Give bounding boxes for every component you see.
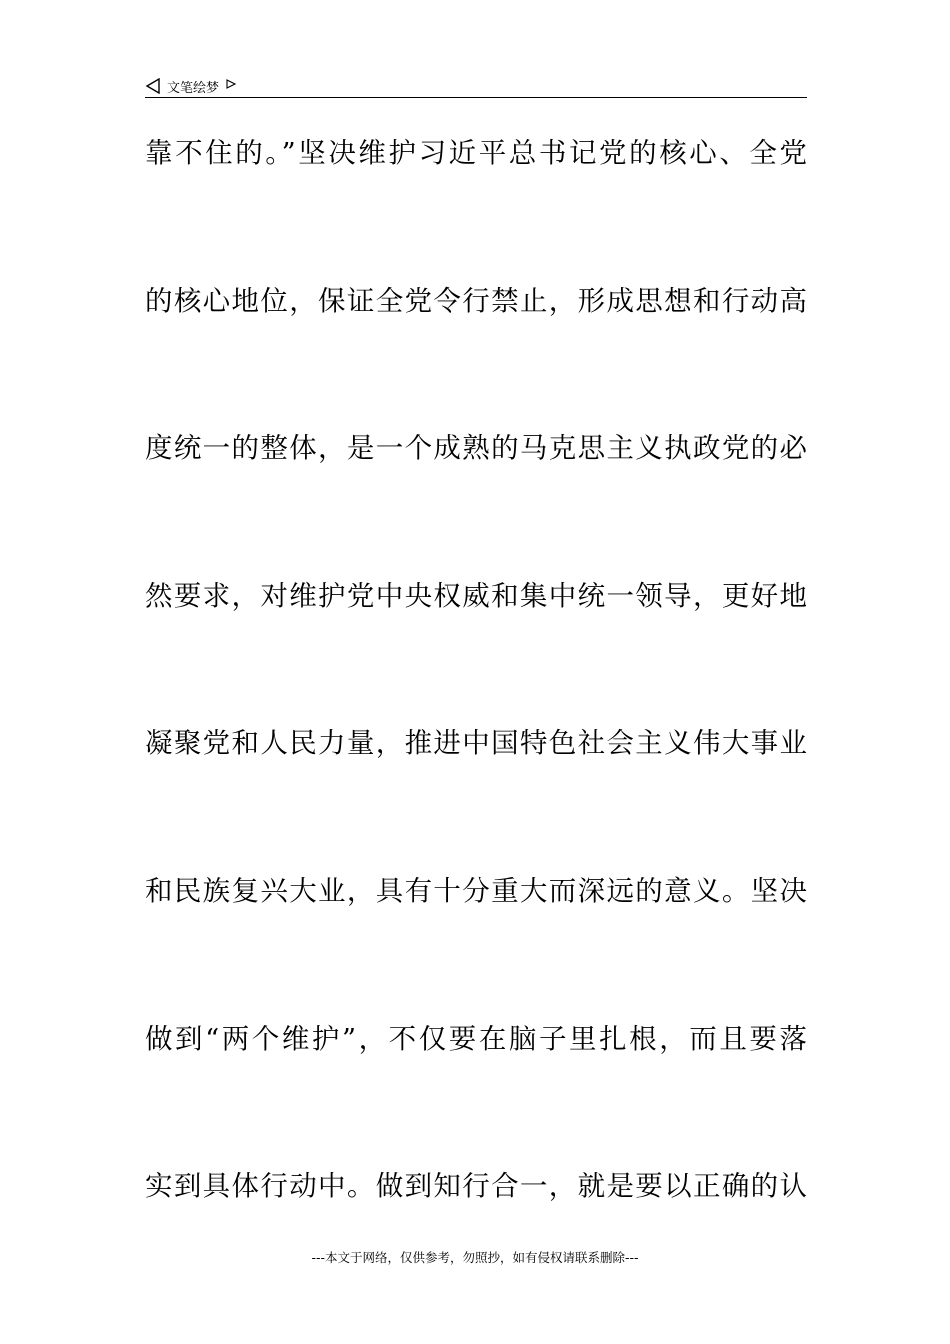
- body-line: 靠不住的。”坚决维护习近平总书记党的核心、全党: [145, 137, 807, 169]
- triangle-right-icon: [226, 78, 236, 88]
- page-footer-disclaimer: ---本文于网络，仅供参考，勿照抄，如有侵权请联系删除---: [311, 1250, 639, 1265]
- header-title: 文笔绘梦: [167, 80, 220, 96]
- triangle-left-icon: [145, 78, 161, 94]
- header-divider: [145, 97, 807, 98]
- body-line: 然要求，对维护党中央权威和集中统一领导，更好地: [145, 579, 807, 612]
- body-line: 凝聚党和人民力量，推进中国特色社会主义伟大事业: [145, 727, 807, 760]
- body-line: 的核心地位，保证全党令行禁止，形成思想和行动高: [145, 284, 807, 317]
- body-line: 做到“两个维护”，不仅要在脑子里扎根，而且要落: [145, 1022, 807, 1055]
- body-line: 和民族复兴大业，具有十分重大而深远的意义。坚决: [145, 874, 807, 907]
- body-line: 度统一的整体，是一个成熟的马克思主义执政党的必: [145, 432, 807, 465]
- document-body: [145, 130, 807, 1311]
- page-header: [145, 74, 807, 98]
- body-line: 实到具体行动中。做到知行合一，就是要以正确的认: [145, 1170, 807, 1203]
